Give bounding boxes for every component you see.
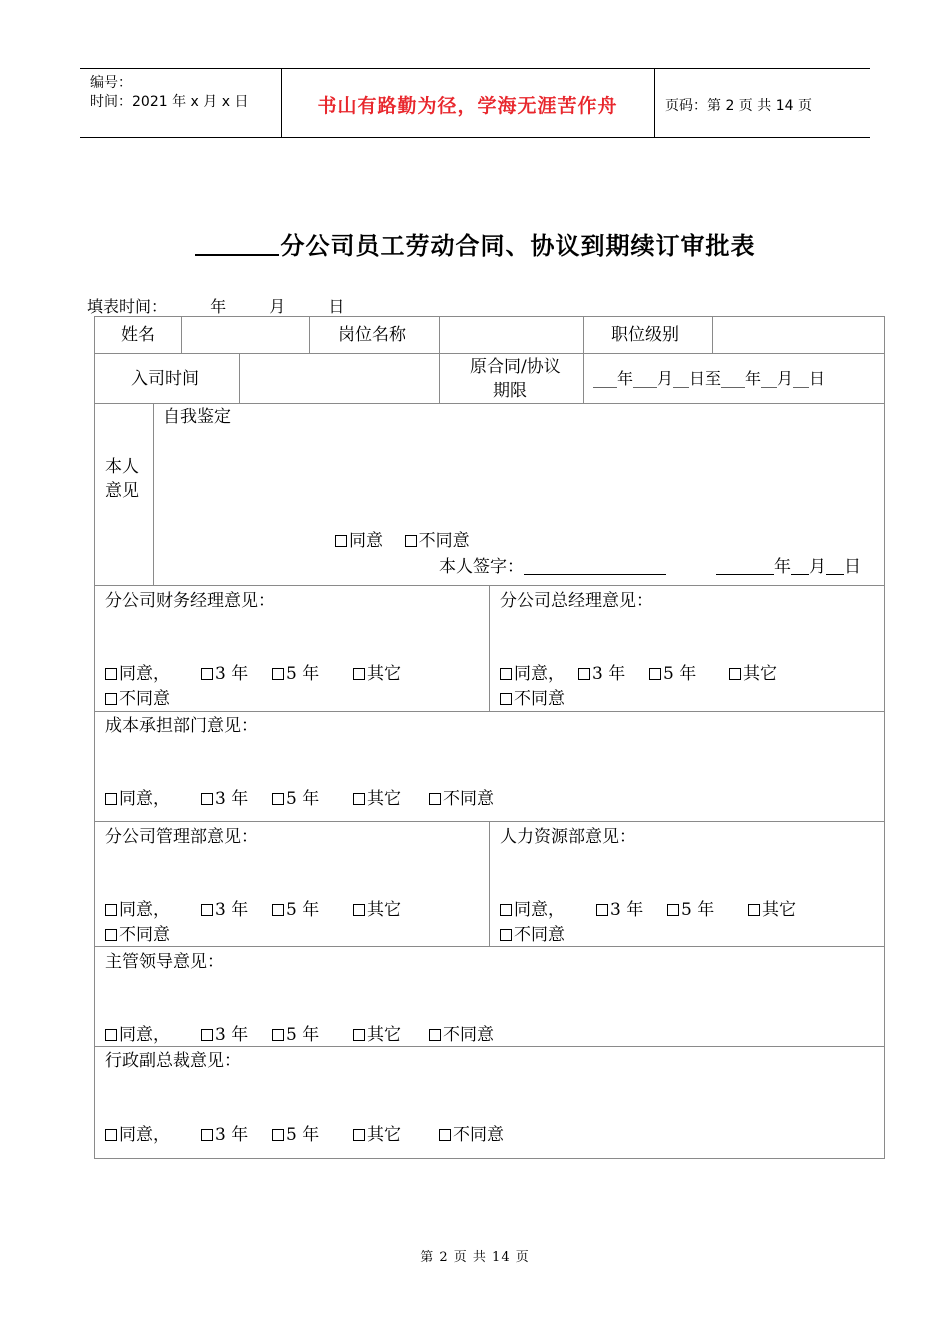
title-text: 分公司员工劳动合同、协议到期续订审批表 bbox=[280, 231, 756, 260]
fill-time-month: 月 bbox=[269, 297, 286, 316]
date-blank[interactable] bbox=[826, 558, 844, 575]
admin-options bbox=[105, 898, 401, 922]
self-side-label-1: 本人 bbox=[105, 457, 139, 477]
admin-disagree bbox=[105, 923, 170, 947]
checkbox[interactable] bbox=[500, 668, 512, 680]
three-years-label: 3 年 bbox=[215, 900, 249, 920]
three-years-label: 3 年 bbox=[215, 789, 249, 809]
agree-label: 同意， bbox=[514, 664, 565, 684]
fill-time-line bbox=[87, 294, 382, 317]
header-divider bbox=[654, 69, 655, 137]
agree-label: 同意， bbox=[119, 789, 170, 809]
signature-label: 本人签字： bbox=[439, 557, 524, 577]
other-label: 其它 bbox=[367, 789, 401, 809]
fill-time-day: 日 bbox=[328, 297, 345, 316]
five-years-label: 5 年 bbox=[286, 900, 320, 920]
page-footer: 第 2 页 共 14 页 bbox=[420, 1250, 530, 1265]
date-year: 年 bbox=[774, 557, 791, 577]
name-label: 姓名 bbox=[121, 325, 155, 345]
checkbox[interactable] bbox=[201, 1129, 213, 1141]
checkbox[interactable] bbox=[105, 668, 117, 680]
date-day: 日 bbox=[844, 557, 861, 577]
col-divider bbox=[439, 317, 440, 353]
vp-opinion-heading: 行政副总裁意见： bbox=[105, 1051, 241, 1071]
checkbox[interactable] bbox=[105, 929, 117, 941]
checkbox[interactable] bbox=[105, 1129, 117, 1141]
checkbox[interactable] bbox=[353, 904, 365, 916]
checkbox[interactable] bbox=[500, 929, 512, 941]
checkbox[interactable] bbox=[596, 904, 608, 916]
checkbox[interactable] bbox=[578, 668, 590, 680]
cost-opinion-heading: 成本承担部门意见： bbox=[105, 716, 258, 736]
checkbox[interactable] bbox=[353, 668, 365, 680]
rank-label: 职位级别 bbox=[611, 325, 679, 345]
row-divider bbox=[95, 585, 885, 586]
agree-label: 同意， bbox=[119, 1025, 170, 1045]
disagree-label: 不同意 bbox=[453, 1125, 504, 1145]
checkbox[interactable] bbox=[105, 1029, 117, 1041]
checkbox[interactable] bbox=[429, 1029, 441, 1041]
signature-blank[interactable] bbox=[524, 558, 666, 575]
five-years-label: 5 年 bbox=[286, 789, 320, 809]
disagree-label: 不同意 bbox=[119, 925, 170, 945]
checkbox[interactable] bbox=[272, 668, 284, 680]
col-divider bbox=[153, 403, 154, 585]
approval-form bbox=[94, 316, 885, 1159]
three-years-label: 3 年 bbox=[215, 1125, 249, 1145]
page-header bbox=[80, 68, 870, 138]
checkbox[interactable] bbox=[667, 904, 679, 916]
other-label: 其它 bbox=[743, 664, 777, 684]
disagree-label: 不同意 bbox=[514, 925, 565, 945]
checkbox[interactable] bbox=[201, 793, 213, 805]
self-side-label-2: 意见 bbox=[105, 481, 139, 501]
title-blank-line bbox=[195, 254, 279, 256]
checkbox[interactable] bbox=[353, 1029, 365, 1041]
date-blank[interactable] bbox=[716, 558, 774, 575]
other-label: 其它 bbox=[367, 664, 401, 684]
disagree-label: 不同意 bbox=[443, 1025, 494, 1045]
page-title bbox=[0, 226, 950, 261]
hr-options bbox=[500, 898, 796, 922]
checkbox[interactable] bbox=[272, 1029, 284, 1041]
col-divider bbox=[439, 353, 440, 403]
checkbox[interactable] bbox=[649, 668, 661, 680]
self-assessment-heading: 自我鉴定 bbox=[163, 407, 231, 427]
checkbox[interactable] bbox=[500, 693, 512, 705]
term-label-2: 期限 bbox=[493, 381, 527, 401]
checkbox[interactable] bbox=[105, 693, 117, 705]
disagree-label: 不同意 bbox=[514, 689, 565, 709]
checkbox[interactable] bbox=[353, 1129, 365, 1141]
join-date-label: 入司时间 bbox=[131, 369, 199, 389]
date-blank[interactable] bbox=[791, 558, 809, 575]
row-divider bbox=[95, 353, 885, 354]
col-divider bbox=[309, 317, 310, 353]
five-years-label: 5 年 bbox=[286, 664, 320, 684]
self-signature-line bbox=[439, 555, 666, 579]
agree-label: 同意， bbox=[119, 900, 170, 920]
col-divider bbox=[489, 821, 490, 946]
cost-options bbox=[105, 787, 525, 811]
checkbox[interactable] bbox=[272, 1129, 284, 1141]
five-years-label: 5 年 bbox=[286, 1025, 320, 1045]
other-label: 其它 bbox=[762, 900, 796, 920]
checkbox[interactable] bbox=[405, 535, 417, 547]
leader-options bbox=[105, 1023, 525, 1047]
row-divider bbox=[95, 946, 885, 947]
five-years-label: 5 年 bbox=[681, 900, 715, 920]
agree-label: 同意， bbox=[514, 900, 565, 920]
five-years-label: 5 年 bbox=[663, 664, 697, 684]
col-divider bbox=[489, 585, 490, 711]
checkbox[interactable] bbox=[201, 1029, 213, 1041]
self-opinion-options bbox=[335, 529, 470, 553]
disagree-label: 不同意 bbox=[443, 789, 494, 809]
disagree-label: 不同意 bbox=[418, 531, 470, 551]
leader-opinion-heading: 主管领导意见： bbox=[105, 952, 224, 972]
three-years-label: 3 年 bbox=[215, 1025, 249, 1045]
checkbox[interactable] bbox=[729, 668, 741, 680]
date-month: 月 bbox=[809, 557, 826, 577]
hr-opinion-heading: 人力资源部意见： bbox=[500, 827, 636, 847]
admin-opinion-heading: 分公司管理部意见： bbox=[105, 827, 258, 847]
checkbox[interactable] bbox=[748, 904, 760, 916]
other-label: 其它 bbox=[367, 1125, 401, 1145]
fill-time-year: 年 bbox=[210, 297, 227, 316]
vp-options bbox=[105, 1123, 535, 1147]
gm-disagree bbox=[500, 687, 565, 711]
checkbox[interactable] bbox=[353, 793, 365, 805]
disagree-label: 不同意 bbox=[119, 689, 170, 709]
three-years-label: 3 年 bbox=[610, 900, 644, 920]
hr-disagree bbox=[500, 923, 565, 947]
finance-opinion-heading: 分公司财务经理意见： bbox=[105, 591, 275, 611]
checkbox[interactable] bbox=[105, 793, 117, 805]
checkbox[interactable] bbox=[439, 1129, 451, 1141]
five-years-label: 5 年 bbox=[286, 1125, 320, 1145]
doc-time-label: 时间：2021 年 x 月 x 日 bbox=[90, 94, 249, 110]
checkbox[interactable] bbox=[272, 793, 284, 805]
row-divider bbox=[95, 403, 885, 404]
col-divider bbox=[181, 317, 182, 353]
position-label: 岗位名称 bbox=[338, 325, 406, 345]
self-sign-date bbox=[716, 555, 861, 579]
finance-disagree bbox=[105, 687, 170, 711]
header-motto: 书山有路勤为径，学海无涯苦作舟 bbox=[317, 95, 618, 117]
agree-label: 同意， bbox=[119, 1125, 170, 1145]
term-value: ___年___月__日至___年__月__日 bbox=[593, 369, 826, 388]
col-divider bbox=[583, 317, 584, 403]
three-years-label: 3 年 bbox=[215, 664, 249, 684]
checkbox[interactable] bbox=[429, 793, 441, 805]
other-label: 其它 bbox=[367, 900, 401, 920]
fill-time-label: 填表时间： bbox=[87, 297, 168, 316]
gm-opinion-heading: 分公司总经理意见： bbox=[500, 591, 653, 611]
three-years-label: 3 年 bbox=[592, 664, 626, 684]
checkbox[interactable] bbox=[335, 535, 347, 547]
header-page-info: 页码：第 2 页 共 14 页 bbox=[665, 98, 812, 114]
col-divider bbox=[712, 317, 713, 353]
term-label-1: 原合同/协议 bbox=[470, 357, 561, 377]
row-divider bbox=[95, 711, 885, 712]
checkbox[interactable] bbox=[201, 668, 213, 680]
checkbox[interactable] bbox=[201, 904, 213, 916]
finance-options bbox=[105, 662, 401, 686]
checkbox[interactable] bbox=[272, 904, 284, 916]
other-label: 其它 bbox=[367, 1025, 401, 1045]
checkbox[interactable] bbox=[500, 904, 512, 916]
checkbox[interactable] bbox=[105, 904, 117, 916]
agree-label: 同意 bbox=[349, 531, 383, 551]
agree-label: 同意， bbox=[119, 664, 170, 684]
gm-options bbox=[500, 662, 777, 686]
doc-number-label: 编号： bbox=[90, 75, 132, 91]
row-divider bbox=[95, 821, 885, 822]
col-divider bbox=[239, 353, 240, 403]
